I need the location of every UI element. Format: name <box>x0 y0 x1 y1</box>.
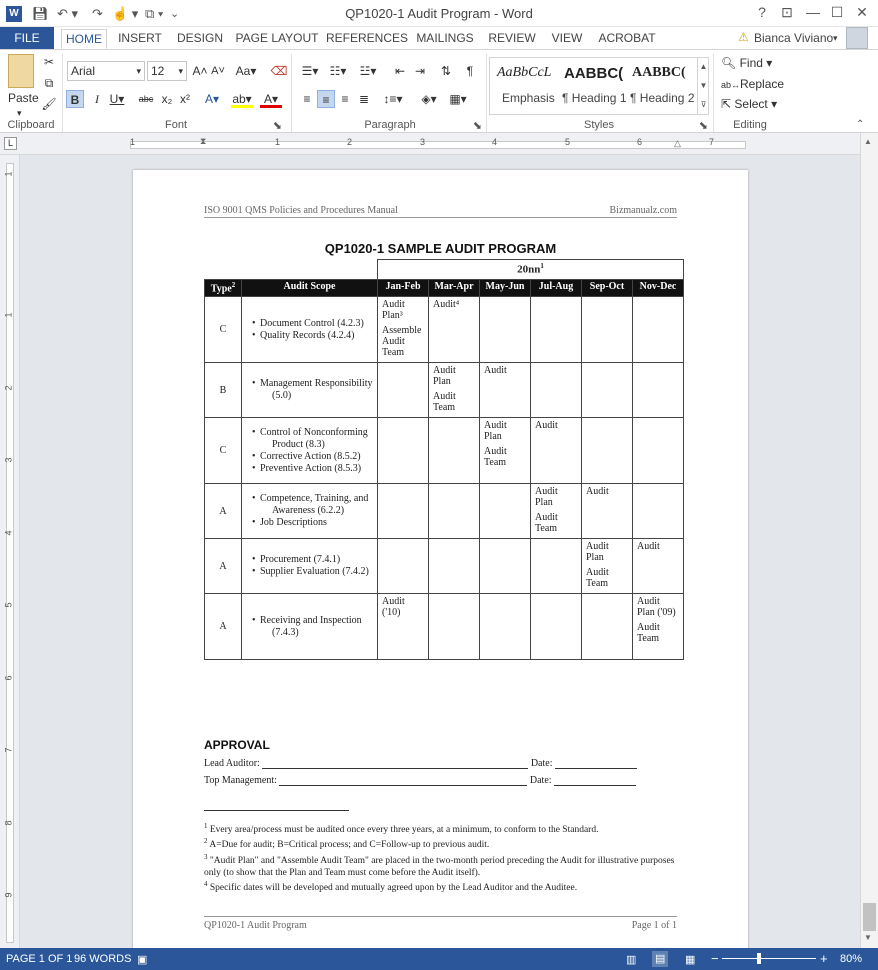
ruler-number: 7 <box>3 747 14 753</box>
schedule-entry: Audit Plan ('09) <box>637 596 676 618</box>
decrease-indent-icon[interactable]: ⇤ <box>394 64 406 78</box>
ruler-number: 9 <box>3 892 14 898</box>
tab-view[interactable]: VIEW <box>551 31 583 45</box>
column-header-mar-apr[interactable]: Mar-Apr <box>429 280 480 297</box>
window-title: QP1020-1 Audit Program - Word <box>345 6 533 21</box>
vertical-ruler[interactable] <box>0 155 20 948</box>
document-page[interactable] <box>133 170 748 960</box>
print-layout-icon[interactable]: ▤ <box>652 951 668 967</box>
scope-cell[interactable] <box>242 418 378 484</box>
schedule-cell[interactable] <box>480 363 531 418</box>
schedule-cell[interactable] <box>378 418 429 484</box>
binoculars-icon: 🔍︎ <box>721 56 737 70</box>
justify-icon[interactable]: ≣ <box>358 92 370 106</box>
schedule-entry: Audit <box>637 541 660 552</box>
superscript-button[interactable]: x² <box>180 92 190 106</box>
table-row <box>205 297 684 363</box>
scope-item: • Quality Records (4.2.4) <box>254 330 373 342</box>
type-cell[interactable]: A <box>205 484 242 539</box>
clear-formatting-icon[interactable]: ⌫ <box>270 64 288 78</box>
schedule-cell[interactable] <box>531 297 582 363</box>
minimize-button[interactable]: — <box>806 4 820 20</box>
footnote-1[interactable]: $^1$ Every area/process must be audited once every three years, at a minimum, to conform to the Standard. <box>204 822 599 836</box>
chevron-down-icon[interactable]: ▾ <box>833 33 838 43</box>
quick-access-icon[interactable]: ⧉ ▾ <box>145 6 164 21</box>
undo-icon[interactable]: ↶ ▾ <box>57 6 79 21</box>
ribbon-tabs <box>0 27 878 49</box>
underline-button[interactable]: U▾ <box>109 92 125 106</box>
schedule-cell[interactable] <box>480 418 531 484</box>
scope-item: • Supplier Evaluation (7.4.2) <box>254 566 373 578</box>
schedule-cell[interactable] <box>480 484 531 539</box>
schedule-cell[interactable] <box>582 594 633 660</box>
schedule-cell[interactable] <box>429 484 480 539</box>
cut-icon[interactable]: ✂ <box>43 55 55 69</box>
vertical-scrollbar[interactable] <box>860 133 878 948</box>
select-button[interactable]: ⇱ Select ▾ <box>721 97 778 111</box>
table-row <box>205 484 684 539</box>
ruler-number: 4 <box>492 137 498 147</box>
schedule-entry: Audit <box>535 420 558 431</box>
read-mode-icon[interactable]: ▥ <box>626 954 637 966</box>
document-canvas[interactable] <box>20 155 860 948</box>
ruler-number: 1 <box>275 137 281 147</box>
header-right: Bizmanualz.com <box>609 205 677 216</box>
schedule-cell[interactable] <box>582 363 633 418</box>
styles-gallery[interactable] <box>489 57 709 115</box>
table-row <box>205 363 684 418</box>
style-name-heading2[interactable]: ¶ Heading 2 <box>630 91 695 105</box>
align-center-icon[interactable]: ≡ <box>317 90 335 108</box>
scope-item: Awareness (6.2.2) <box>272 505 345 516</box>
schedule-cell[interactable] <box>429 297 480 363</box>
zoom-out-icon[interactable]: − <box>711 951 719 966</box>
schedule-cell[interactable] <box>531 363 582 418</box>
tab-acrobat[interactable]: ACROBAT <box>598 31 656 45</box>
schedule-cell[interactable] <box>531 539 582 594</box>
schedule-entry: Audit Plan³ <box>382 299 405 321</box>
group-divider <box>62 54 63 132</box>
paste-label[interactable]: Paste <box>8 91 39 105</box>
tab-mailings[interactable]: MAILINGS <box>416 31 474 45</box>
schedule-entry: Audit Team <box>637 622 660 644</box>
grow-font-icon[interactable]: A˄ <box>192 64 208 78</box>
style-name-heading1[interactable]: ¶ Heading 1 <box>562 91 627 105</box>
show-formatting-icon[interactable]: ¶ <box>466 64 474 78</box>
font-family-select[interactable]: Arial ▾ <box>67 61 145 81</box>
highlight-icon[interactable]: ab▾ <box>232 92 252 106</box>
user-name[interactable]: Bianca Viviano <box>754 31 834 45</box>
copy-icon[interactable]: ⧉ <box>44 76 54 90</box>
schedule-cell[interactable] <box>531 484 582 539</box>
font-group-label: Font ⬊ <box>164 119 282 132</box>
styles-scroll[interactable]: ▲ ▼ ⊽ <box>697 57 709 115</box>
ribbon-display-button[interactable]: ⊡ <box>781 4 793 20</box>
borders-icon[interactable]: ▦▾ <box>449 92 467 106</box>
table-row <box>205 418 684 484</box>
lead-auditor-line[interactable] <box>204 758 637 769</box>
year-label: 20nn <box>517 263 541 276</box>
schedule-cell[interactable] <box>378 297 429 363</box>
footnote-3[interactable]: $^3$ "Audit Plan" and "Assemble Audit Team" are placed in the two-month period preceding the Audit for illustrative purposes only (to show that the Plan and Team must come before the Audit itself). <box>204 853 675 879</box>
scope-item: (7.4.3) <box>272 626 299 638</box>
sort-icon[interactable]: ⇅ <box>440 64 452 78</box>
approval-heading[interactable]: APPROVAL <box>204 738 270 752</box>
type-cell[interactable]: C <box>205 418 242 484</box>
avatar[interactable] <box>846 27 868 49</box>
footnote-2[interactable]: $^2$ A=Due for audit; B=Critical process; and C=Follow-up to previous audit. <box>204 837 490 851</box>
line-spacing-icon[interactable]: ↕≡▾ <box>383 92 403 106</box>
italic-button[interactable]: I <box>95 92 99 106</box>
footnote-4[interactable]: $^4$ Specific dates will be developed and mutually agreed upon by the Lead Auditor and the Auditee. <box>204 880 578 894</box>
column-header-jul-aug[interactable]: Jul-Aug <box>531 280 582 297</box>
schedule-entry: Audit Plan <box>535 486 558 508</box>
schedule-entry: Audit Team <box>433 391 456 413</box>
ruler-number: 7 <box>709 137 715 147</box>
schedule-cell[interactable] <box>633 484 684 539</box>
paste-dropdown-icon[interactable]: ▾ <box>17 108 22 118</box>
ruler-number: 8 <box>3 820 14 826</box>
scroll-thumb[interactable] <box>863 903 876 931</box>
scroll-up-icon[interactable]: ▲ <box>864 137 872 146</box>
schedule-cell[interactable] <box>582 539 633 594</box>
schedule-cell[interactable] <box>531 418 582 484</box>
tab-home[interactable]: HOME <box>61 29 107 49</box>
tab-selector[interactable]: L <box>4 137 17 150</box>
group-divider <box>291 54 292 132</box>
ruler-number: 6 <box>3 675 14 681</box>
column-header-type[interactable]: Type$^2$ <box>205 280 242 297</box>
scope-item: • Receiving and Inspection <box>254 615 373 627</box>
ribbon-home <box>0 49 878 133</box>
schedule-cell[interactable] <box>378 594 429 660</box>
ruler-number: 6 <box>637 137 643 147</box>
table-body <box>205 297 684 660</box>
text-effects-icon[interactable]: A▾ <box>204 92 220 106</box>
schedule-cell[interactable] <box>633 297 684 363</box>
scope-item: • Management Responsibility <box>254 378 373 390</box>
customize-qat-icon[interactable]: ⌄ <box>170 8 180 20</box>
scope-item: • Procurement (7.4.1) <box>254 554 373 566</box>
numbering-icon[interactable]: ☷▾ <box>329 64 347 78</box>
column-header-sep-oct[interactable]: Sep-Oct <box>582 280 633 297</box>
cursor-icon: ⇱ <box>721 97 732 111</box>
scope-item: • Competence, Training, and <box>254 493 373 505</box>
header-rule <box>204 217 677 218</box>
paragraph-group-label: Paragraph ⬊ <box>364 119 482 132</box>
schedule-cell[interactable] <box>633 363 684 418</box>
font-size-select[interactable]: 12 ▾ <box>147 61 187 81</box>
group-divider <box>713 54 714 132</box>
date-label: Date: <box>530 758 553 769</box>
footnote-ref: 1 <box>540 262 544 270</box>
help-button[interactable]: ? <box>758 4 766 20</box>
tab-review[interactable]: REVIEW <box>488 31 536 45</box>
ruler-number: 1 <box>3 171 14 177</box>
page-indicator[interactable]: PAGE 1 OF 1 <box>6 953 73 965</box>
tab-design[interactable]: DESIGN <box>176 31 223 45</box>
ruler-number: 1 <box>130 137 136 147</box>
editing-group-label: Editing <box>733 119 767 131</box>
schedule-cell[interactable] <box>582 484 633 539</box>
schedule-cell[interactable] <box>480 297 531 363</box>
schedule-cell[interactable] <box>480 594 531 660</box>
touch-mode-icon[interactable]: ☝ ▾ <box>112 6 139 21</box>
schedule-entry: Audit Team <box>586 567 609 589</box>
group-divider <box>486 54 487 132</box>
column-header-scope[interactable]: Audit Scope <box>242 280 378 297</box>
signature-blank[interactable] <box>279 775 527 786</box>
warning-icon: ⚠ <box>738 30 749 44</box>
tab-insert[interactable]: INSERT <box>118 31 162 45</box>
document-heading[interactable]: QP1020-1 SAMPLE AUDIT PROGRAM <box>324 241 557 256</box>
style-sample-heading2[interactable]: AABBC( <box>632 65 686 80</box>
schedule-entry: Audit⁴ <box>433 299 460 310</box>
scope-item: • Control of Nonconforming <box>254 427 373 439</box>
vertical-ruler-strip[interactable] <box>3 163 14 943</box>
bullets-icon[interactable]: ☰▾ <box>301 64 319 78</box>
year-cell[interactable] <box>378 260 684 280</box>
word-count[interactable]: 96 WORDS <box>74 953 132 965</box>
right-indent-marker-icon[interactable]: △ <box>674 138 681 148</box>
multilevel-list-icon[interactable]: ☳▾ <box>359 64 377 78</box>
date-label: Date: <box>529 775 552 786</box>
audit-program-table[interactable] <box>204 259 684 660</box>
table-row <box>205 539 684 594</box>
font-color-icon[interactable]: A▾ <box>260 90 282 108</box>
collapse-ribbon-icon[interactable]: ⌃ <box>856 119 865 130</box>
ruler-number: 5 <box>565 137 571 147</box>
schedule-entry: Audit <box>586 486 609 497</box>
schedule-cell[interactable] <box>429 363 480 418</box>
proofing-icon[interactable]: ▣ <box>137 954 148 966</box>
format-painter-icon[interactable]: 🖌︎ <box>41 97 57 111</box>
schedule-entry: Audit Team <box>535 512 558 534</box>
table-row <box>205 594 684 660</box>
schedule-entry: Audit Plan <box>484 420 507 442</box>
replace-button[interactable]: ab↔Replace <box>721 77 785 91</box>
ruler-number: 5 <box>3 602 14 608</box>
scope-item: • Document Control (4.2.3) <box>254 318 373 330</box>
schedule-entry: Audit <box>484 365 507 376</box>
schedule-cell[interactable] <box>633 539 684 594</box>
schedule-cell[interactable] <box>633 594 684 660</box>
schedule-cell[interactable] <box>531 594 582 660</box>
horizontal-ruler[interactable] <box>0 133 878 155</box>
align-right-icon[interactable]: ≡ <box>341 92 349 106</box>
schedule-entry: Audit Team <box>484 446 507 468</box>
ruler-number: 3 <box>420 137 426 147</box>
redo-icon[interactable]: ↷ <box>92 6 103 21</box>
top-management-line[interactable] <box>204 775 636 786</box>
paste-icon[interactable] <box>8 54 34 88</box>
ruler-number: 3 <box>3 457 14 463</box>
style-name-emphasis[interactable]: Emphasis <box>502 91 555 105</box>
lead-auditor-label: Lead Auditor: <box>204 758 260 769</box>
schedule-entry: Audit Plan <box>586 541 609 563</box>
schedule-cell[interactable] <box>429 594 480 660</box>
schedule-cell[interactable] <box>429 418 480 484</box>
scope-cell[interactable] <box>242 539 378 594</box>
type-cell[interactable]: B <box>205 363 242 418</box>
ruler-strip[interactable] <box>130 141 746 149</box>
schedule-entry: Assemble Audit Team <box>382 325 422 358</box>
ruler-number: 2 <box>3 385 14 391</box>
save-icon[interactable]: 💾︎ <box>32 6 49 21</box>
zoom-in-icon[interactable]: + <box>820 951 828 966</box>
maximize-button[interactable]: ☐ <box>830 4 844 20</box>
style-sample-emphasis[interactable]: AaBbCcL <box>497 65 552 80</box>
schedule-cell[interactable] <box>378 363 429 418</box>
footer-right: Page 1 of 1 <box>631 920 677 931</box>
column-header-nov-dec[interactable]: Nov-Dec <box>633 280 684 297</box>
shrink-font-icon[interactable]: A˅ <box>211 65 225 77</box>
schedule-cell[interactable] <box>582 297 633 363</box>
scope-cell[interactable] <box>242 484 378 539</box>
date-blank[interactable] <box>555 758 637 769</box>
scope-item: Product (8.3) <box>272 438 325 450</box>
tab-references[interactable]: REFERENCES <box>326 31 409 45</box>
top-management-label: Top Management: <box>204 775 277 786</box>
zoom-slider[interactable] <box>722 958 816 959</box>
schedule-cell[interactable] <box>378 539 429 594</box>
close-button[interactable]: ✕ <box>856 4 868 20</box>
indent-marker-icon[interactable]: ⧗ <box>200 136 207 146</box>
footer-left: QP1020-1 Audit Program <box>204 920 307 931</box>
schedule-cell[interactable] <box>633 418 684 484</box>
schedule-cell[interactable] <box>378 484 429 539</box>
zoom-level[interactable]: 80% <box>840 953 863 965</box>
scope-cell[interactable] <box>242 594 378 660</box>
schedule-entry: Audit Plan <box>433 365 456 387</box>
year-row <box>205 260 684 280</box>
zoom-slider-thumb[interactable] <box>757 953 761 964</box>
tab-page-layout[interactable]: PAGE LAYOUT <box>235 31 319 45</box>
schedule-cell[interactable] <box>582 418 633 484</box>
schedule-cell[interactable] <box>429 539 480 594</box>
type-cell[interactable]: A <box>205 539 242 594</box>
empty-cell <box>205 260 378 280</box>
align-left-icon[interactable]: ≡ <box>303 92 311 106</box>
footer-rule <box>204 916 677 917</box>
find-button[interactable]: 🔍︎ Find ▾ <box>721 56 773 70</box>
increase-indent-icon[interactable]: ⇥ <box>414 64 426 78</box>
strikethrough-button[interactable]: abc <box>138 94 154 104</box>
schedule-cell[interactable] <box>480 539 531 594</box>
ruler-number: 2 <box>347 137 353 147</box>
scope-cell[interactable] <box>242 297 378 363</box>
scope-item: • Preventive Action (8.5.3) <box>254 463 373 475</box>
scope-cell[interactable] <box>242 363 378 418</box>
replace-icon: ab↔ <box>721 80 741 90</box>
status-bar <box>0 948 878 970</box>
type-cell[interactable]: A <box>205 594 242 660</box>
style-sample-heading1[interactable]: AABBC( <box>564 65 624 82</box>
column-header-jan-feb[interactable]: Jan-Feb <box>378 280 429 297</box>
shading-icon[interactable]: ◈▾ <box>421 92 437 106</box>
bold-button[interactable]: B <box>66 90 84 108</box>
header-left: ISO 9001 QMS Policies and Procedures Manual <box>204 205 398 216</box>
ruler-number: 1 <box>3 312 14 318</box>
scope-item: • Corrective Action (8.5.2) <box>254 451 373 463</box>
ruler-number: 4 <box>3 530 14 536</box>
scope-item: • Job Descriptions <box>254 517 373 529</box>
scope-item: (5.0) <box>272 390 292 401</box>
footnote-separator <box>204 810 349 811</box>
subscript-button[interactable]: x₂ <box>161 92 173 106</box>
table-header-row <box>205 280 684 297</box>
clipboard-group-label: Clipboard <box>7 119 55 131</box>
title-bar <box>0 0 878 27</box>
column-header-may-jun[interactable]: May-Jun <box>480 280 531 297</box>
type-cell[interactable]: C <box>205 297 242 363</box>
word-logo-icon: W <box>6 6 22 22</box>
styles-group-label: Styles ⬊ <box>584 119 708 132</box>
web-layout-icon[interactable]: ▦ <box>685 954 696 966</box>
scroll-down-icon[interactable]: ▼ <box>864 933 872 942</box>
schedule-entry: Audit ('10) <box>382 596 405 618</box>
date-blank[interactable] <box>554 775 636 786</box>
signature-blank[interactable] <box>262 758 528 769</box>
change-case-icon[interactable]: Aa▾ <box>235 64 257 78</box>
tab-file[interactable]: FILE <box>0 27 54 49</box>
